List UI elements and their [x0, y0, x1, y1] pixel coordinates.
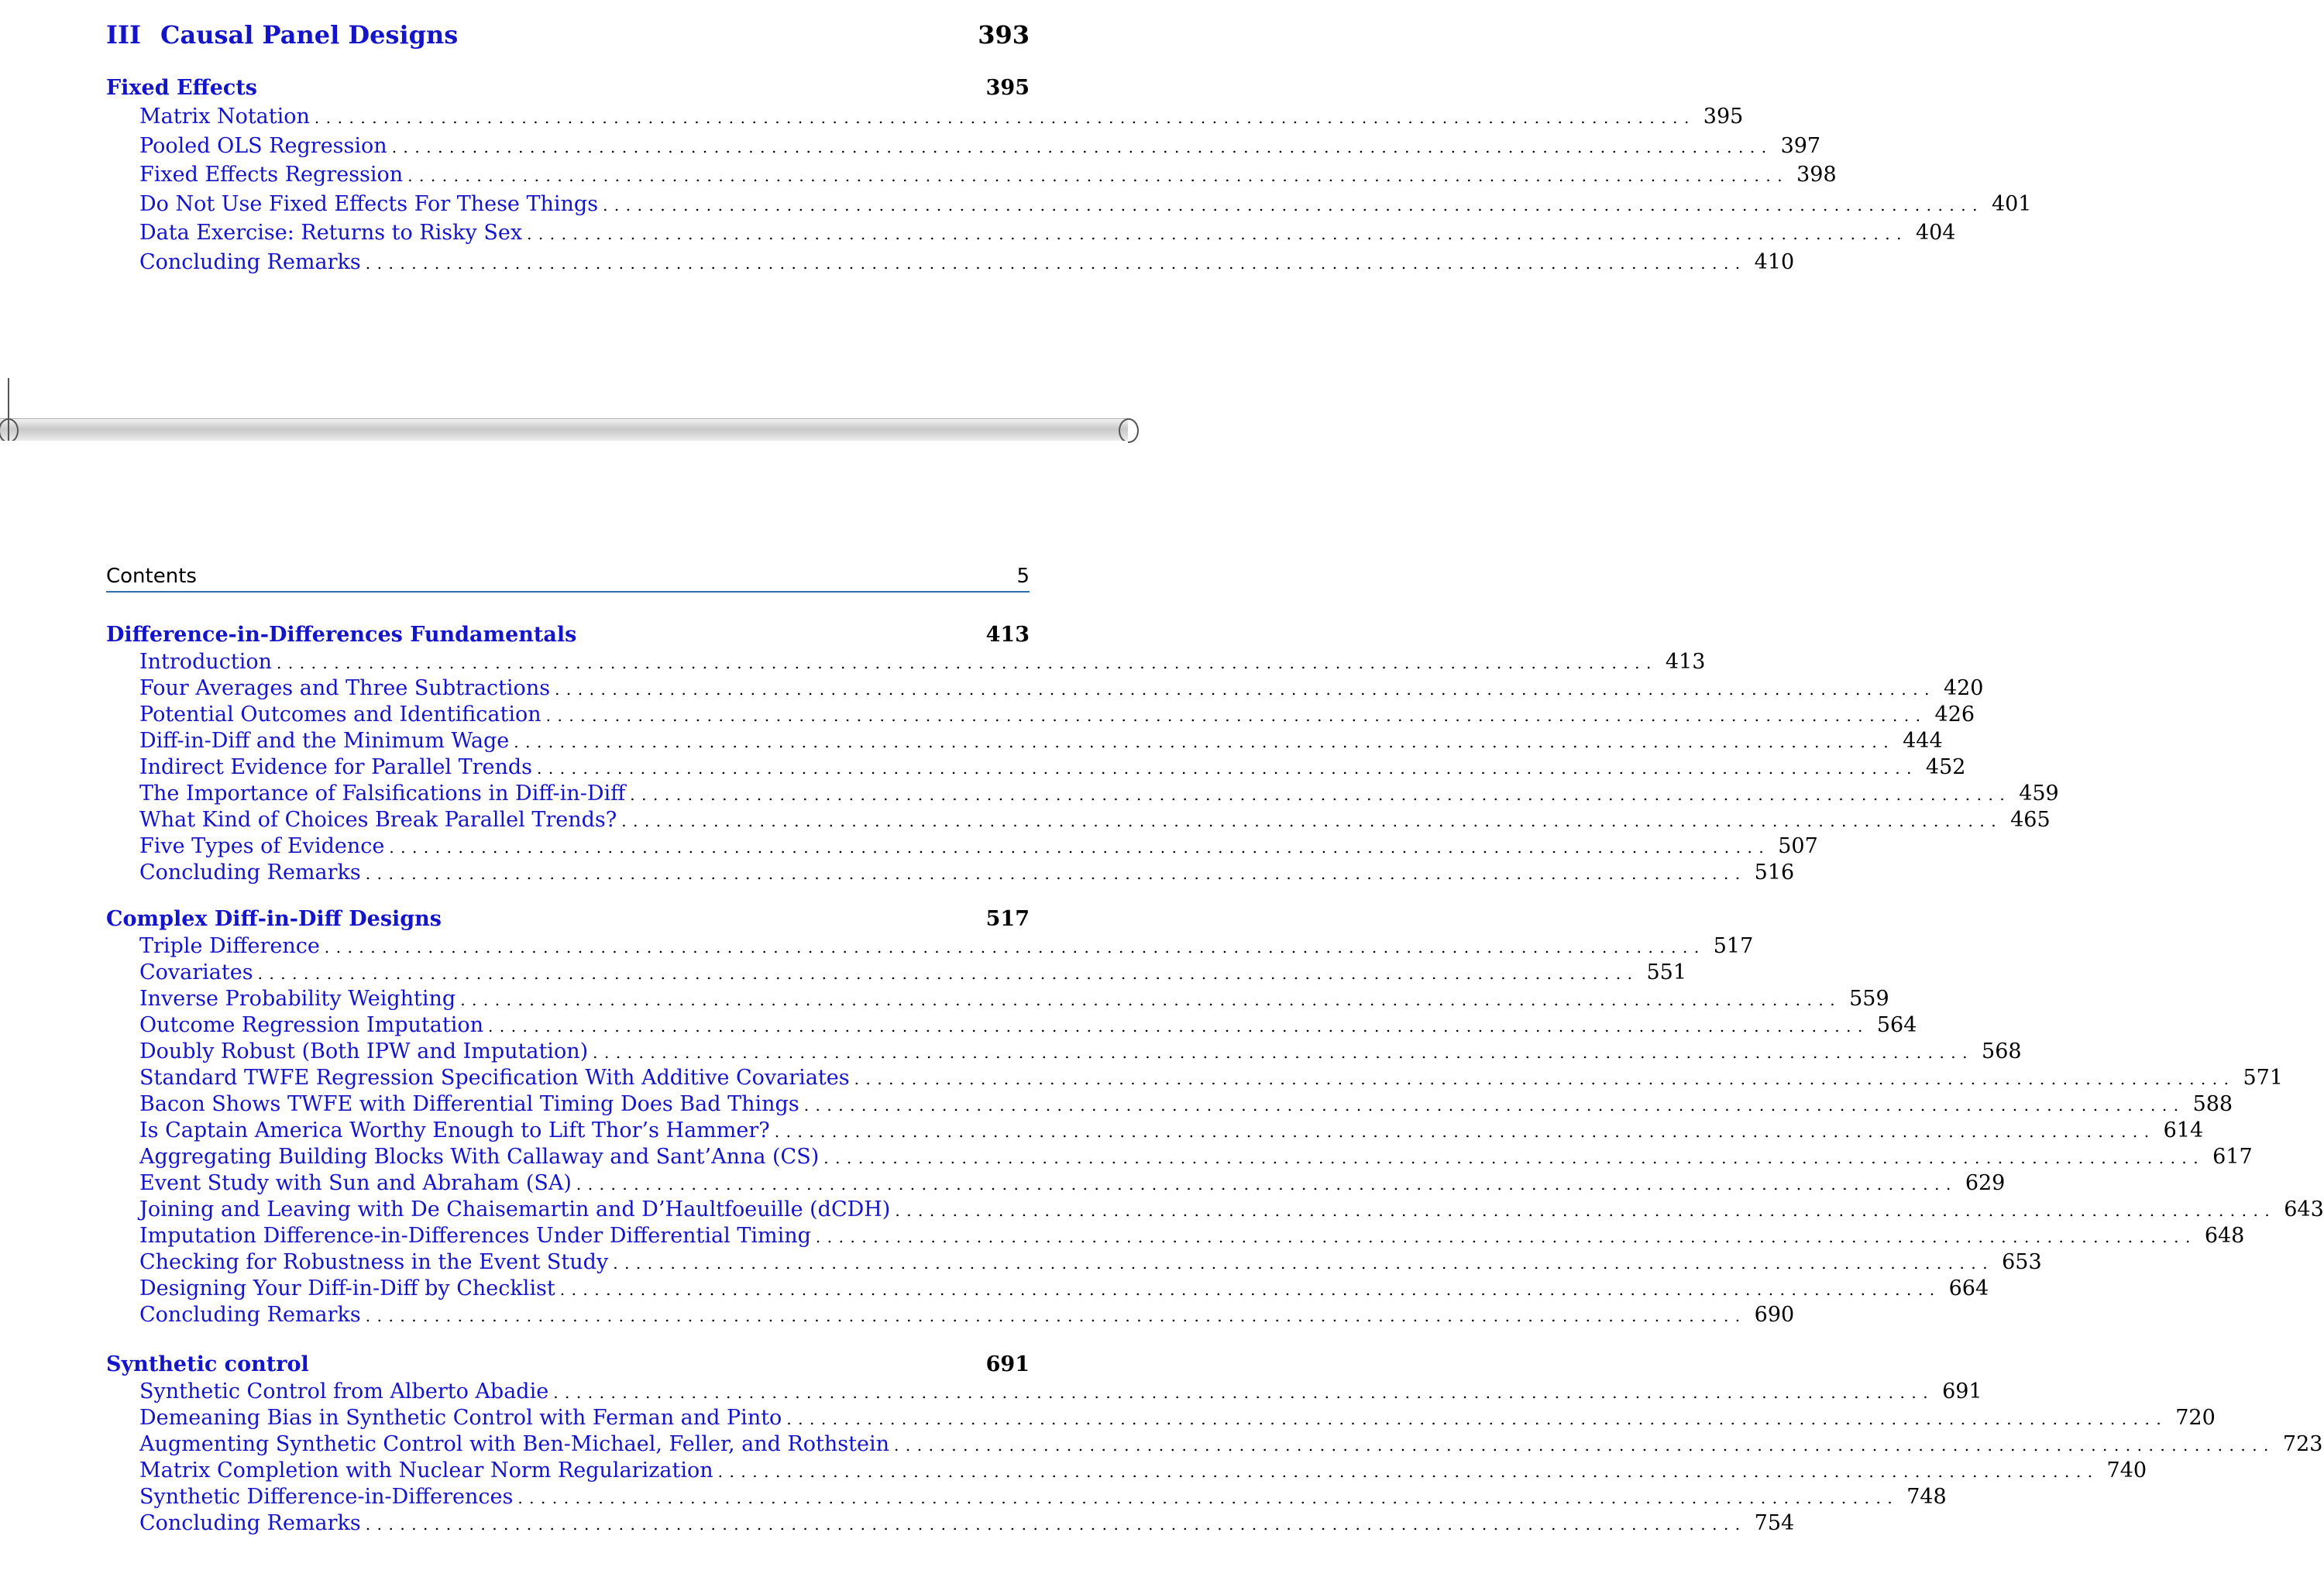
dot-leader: ........................................................................................................................	[559, 1280, 1941, 1299]
section-page-number: 648	[2204, 1224, 2245, 1248]
section-title-link[interactable]: Concluding Remarks	[139, 249, 361, 274]
section-title-link[interactable]: The Importance of Falsifications in Diff-in-Diff	[139, 782, 626, 806]
dot-leader: ........................................................................................................................	[407, 167, 1789, 186]
section-page-number: 614	[2163, 1118, 2204, 1142]
page-separator	[0, 418, 1128, 441]
section-page-number: 516	[1754, 861, 1795, 885]
part-title[interactable]: Causal Panel Designs	[160, 20, 459, 50]
dot-leader: ........................................................................................................................	[576, 1175, 1958, 1194]
dot-leader: ........................................................................................................................	[894, 1436, 2275, 1455]
toc-entry[interactable]	[106, 1249, 2042, 1276]
toc-entry[interactable]	[106, 807, 2051, 833]
running-head	[106, 562, 1030, 593]
section-page-number: 723	[2282, 1432, 2323, 1456]
section-page-number: 397	[1780, 133, 1821, 158]
section-page-number: 559	[1849, 987, 1889, 1011]
toc-chapter	[106, 621, 2059, 886]
section-page-number: 664	[1948, 1276, 1989, 1300]
section-page-number: 748	[1906, 1485, 1947, 1509]
section-page-number: 404	[1915, 221, 1956, 246]
part-page-number: 393	[978, 20, 1030, 50]
dot-leader: ........................................................................................................................	[786, 1410, 2168, 1428]
toc-entry[interactable]	[106, 1379, 1982, 1405]
dot-leader: ........................................................................................................................	[593, 1043, 1975, 1062]
dot-leader: ........................................................................................................................	[895, 1201, 2277, 1220]
toc-entry[interactable]	[106, 675, 1984, 702]
chapter-title-link[interactable]: Fixed Effects	[106, 76, 258, 100]
toc-entry[interactable]	[106, 1170, 2006, 1197]
section-title-link[interactable]: Is Captain America Worthy Enough to Lift Thor’s Hammer?	[139, 1118, 770, 1142]
section-title-link[interactable]: Inverse Probability Weighting	[139, 987, 456, 1011]
section-page-number: 413	[1665, 650, 1706, 674]
section-page-number: 410	[1754, 249, 1795, 274]
toc-entry[interactable]	[106, 160, 1837, 190]
running-head-page: 5	[1016, 565, 1030, 588]
dot-leader: ........................................................................................................................	[823, 1149, 2205, 1167]
dot-leader: ........................................................................................................................	[603, 195, 1984, 215]
toc-entry[interactable]	[106, 190, 2032, 219]
chapter-title-link[interactable]: Difference-in-Differences Fundamentals	[106, 623, 577, 647]
toc-entry[interactable]	[106, 1012, 1917, 1039]
toc-chapter	[106, 905, 2324, 1328]
section-title-link[interactable]: Designing Your Diff-in-Diff by Checklist	[139, 1276, 555, 1300]
section-page-number: 588	[2192, 1092, 2233, 1116]
chapter-page-number: 395	[985, 76, 1030, 100]
toc-entry[interactable]	[106, 1510, 1795, 1537]
dot-leader: ........................................................................................................................	[815, 1228, 2197, 1246]
dot-leader: ........................................................................................................................	[553, 1383, 1935, 1402]
section-title-link[interactable]: Data Exercise: Returns to Risky Sex	[139, 221, 523, 246]
section-page-number: 629	[1965, 1171, 2006, 1195]
chapter-heading[interactable]	[106, 621, 1030, 649]
dot-leader: ........................................................................................................................	[774, 1122, 2156, 1141]
toc-entry[interactable]	[106, 781, 2059, 807]
section-title-link[interactable]: Four Averages and Three Subtractions	[139, 676, 551, 700]
section-title-link[interactable]: Bacon Shows TWFE with Differential Timing Does Bad Things	[139, 1092, 799, 1116]
dot-leader: ........................................................................................................................	[621, 812, 2003, 830]
toc-entry[interactable]	[106, 1118, 2204, 1144]
dot-leader: ........................................................................................................................	[545, 706, 1927, 725]
page-gap-handle-right-icon	[1119, 418, 1139, 443]
toc-entry[interactable]	[106, 132, 1821, 161]
toc-entry[interactable]	[106, 1276, 1989, 1302]
section-title-link[interactable]: Event Study with Sun and Abraham (SA)	[139, 1171, 572, 1195]
toc-entry[interactable]	[106, 102, 1744, 132]
section-title-link[interactable]: Concluding Remarks	[139, 861, 361, 885]
toc-entry[interactable]	[106, 986, 1889, 1012]
toc-entry[interactable]	[106, 218, 1956, 248]
section-page-number: 444	[1903, 729, 1943, 753]
section-title-link[interactable]: Outcome Regression Imputation	[139, 1013, 483, 1037]
dot-leader: ........................................................................................................................	[803, 1096, 2185, 1115]
chapter-page-number: 517	[985, 907, 1030, 931]
section-title-link[interactable]: Augmenting Synthetic Control with Ben-Michael, Feller, and Rothstein	[139, 1432, 890, 1456]
section-title-link[interactable]: Indirect Evidence for Parallel Trends	[139, 755, 533, 779]
toc-chapter	[106, 1351, 2323, 1537]
toc-entry[interactable]	[106, 1458, 2147, 1484]
section-page-number: 452	[1925, 755, 1966, 779]
section-page-number: 426	[1934, 703, 1975, 727]
dot-leader: ........................................................................................................................	[517, 1489, 1899, 1507]
dot-leader: ........................................................................................................................	[365, 253, 1747, 273]
section-title-link[interactable]: Aggregating Building Blocks With Callaway and Sant’Anna (CS)	[139, 1145, 820, 1169]
section-page-number: 551	[1646, 960, 1687, 984]
toc-entry[interactable]	[106, 960, 1687, 986]
dot-leader: ........................................................................................................................	[487, 1017, 1869, 1036]
toc-entry[interactable]	[106, 933, 1754, 960]
section-page-number: 507	[1778, 834, 1818, 858]
toc-entry[interactable]	[106, 1144, 2253, 1170]
section-page-number: 517	[1713, 934, 1754, 958]
toc-entry[interactable]	[106, 728, 1943, 754]
section-page-number: 720	[2175, 1406, 2216, 1430]
section-title-link[interactable]: Fixed Effects Regression	[139, 163, 404, 187]
toc-page-bottom	[0, 441, 2324, 1577]
dot-leader: ........................................................................................................................	[389, 838, 1771, 857]
toc-entry[interactable]	[106, 833, 1818, 860]
dot-leader: ........................................................................................................................	[854, 1070, 2236, 1088]
dot-leader: ........................................................................................................................	[555, 680, 1936, 699]
toc-entry[interactable]	[106, 1065, 2284, 1091]
dot-leader: ........................................................................................................................	[514, 733, 1896, 751]
section-title-link[interactable]: Covariates	[139, 960, 253, 984]
dot-leader: ........................................................................................................................	[324, 938, 1706, 957]
section-page-number: 420	[1943, 676, 1984, 700]
section-title-link[interactable]: Five Types of Evidence	[139, 834, 385, 858]
section-title-link[interactable]: Synthetic Difference-in-Differences	[139, 1485, 514, 1509]
section-page-number: 690	[1754, 1303, 1795, 1327]
section-title-link[interactable]: Matrix Completion with Nuclear Norm Regularization	[139, 1458, 713, 1483]
dot-leader: ........................................................................................................................	[365, 1307, 1747, 1325]
dot-leader: ........................................................................................................................	[391, 137, 1773, 156]
dot-leader: ........................................................................................................................	[460, 991, 1842, 1009]
chapter-heading[interactable]	[106, 905, 1030, 933]
part-heading[interactable]	[106, 14, 1030, 56]
section-page-number: 459	[2019, 782, 2059, 806]
toc-entry[interactable]	[106, 248, 1795, 277]
section-page-number: 398	[1796, 163, 1837, 187]
section-page-number: 465	[2010, 808, 2051, 832]
section-title-link[interactable]: What Kind of Choices Break Parallel Trends?	[139, 808, 617, 832]
dot-leader: ........................................................................................................................	[527, 225, 1908, 244]
dot-leader: ........................................................................................................................	[314, 108, 1696, 127]
section-title-link[interactable]: Diff-in-Diff and the Minimum Wage	[139, 729, 510, 753]
toc-entry[interactable]	[106, 1484, 1947, 1510]
section-title-link[interactable]: Triple Difference	[139, 934, 320, 958]
toc-entry[interactable]	[106, 649, 1706, 675]
toc-entry[interactable]	[106, 1039, 2022, 1065]
section-page-number: 568	[1982, 1039, 2022, 1063]
dot-leader: ........................................................................................................................	[630, 785, 2012, 804]
toc-entry[interactable]	[106, 860, 1795, 886]
section-title-link[interactable]: Doubly Robust (Both IPW and Imputation)	[139, 1039, 589, 1063]
toc-entry[interactable]	[106, 1223, 2245, 1249]
section-title-link[interactable]: Imputation Difference-in-Differences Under Differential Timing	[139, 1224, 811, 1248]
chapter-heading[interactable]	[106, 74, 1030, 102]
toc-page-top	[0, 0, 2032, 418]
toc-entry[interactable]	[106, 702, 1975, 728]
running-head-label: Contents	[106, 565, 197, 588]
section-title-link[interactable]: Checking for Robustness in the Event Study	[139, 1250, 609, 1274]
chapter-page-number: 413	[985, 623, 1030, 647]
section-title-link[interactable]: Pooled OLS Regression	[139, 133, 387, 158]
section-page-number: 740	[2106, 1458, 2147, 1483]
section-title-link[interactable]: Demeaning Bias in Synthetic Control with Ferman and Pinto	[139, 1406, 782, 1430]
section-page-number: 395	[1703, 105, 1744, 129]
section-page-number: 643	[2284, 1197, 2324, 1221]
toc-chapter	[106, 74, 2032, 277]
chapter-title-link[interactable]: Complex Diff-in-Diff Designs	[106, 907, 442, 931]
dot-leader: ........................................................................................................................	[365, 864, 1747, 883]
dot-leader: ........................................................................................................................	[277, 654, 1658, 672]
dot-leader: ........................................................................................................................	[537, 759, 1918, 778]
section-page-number: 564	[1876, 1013, 1917, 1037]
dot-leader: ........................................................................................................................	[717, 1462, 2099, 1481]
dot-leader: ........................................................................................................................	[257, 964, 1639, 983]
section-title-link[interactable]: Standard TWFE Regression Specification With Additive Covariates	[139, 1066, 850, 1090]
chapter-heading[interactable]	[106, 1351, 1030, 1379]
section-title-link[interactable]: Concluding Remarks	[139, 1303, 361, 1327]
dot-leader: ........................................................................................................................	[365, 1515, 1747, 1534]
toc-entry[interactable]	[106, 1405, 2216, 1431]
toc-entry[interactable]	[106, 1091, 2233, 1118]
chapter-title-link[interactable]: Synthetic control	[106, 1352, 309, 1376]
toc-entry[interactable]	[106, 1302, 1795, 1328]
section-page-number: 617	[2212, 1145, 2253, 1169]
toc-entry[interactable]	[106, 1197, 2324, 1223]
section-title-link[interactable]: Introduction	[139, 650, 272, 674]
section-page-number: 754	[1754, 1511, 1795, 1535]
toc-entry[interactable]	[106, 754, 1966, 781]
section-title-link[interactable]: Concluding Remarks	[139, 1511, 361, 1535]
section-title-link[interactable]: Do Not Use Fixed Effects For These Things	[139, 191, 599, 216]
section-title-link[interactable]: Matrix Notation	[139, 105, 310, 129]
section-page-number: 571	[2243, 1066, 2284, 1090]
section-page-number: 691	[1942, 1379, 1982, 1403]
section-title-link[interactable]: Synthetic Control from Alberto Abadie	[139, 1379, 549, 1403]
section-title-link[interactable]: Joining and Leaving with De Chaisemartin and D’Haultfoeuille (dCDH)	[139, 1197, 891, 1221]
section-page-number: 401	[1991, 191, 2032, 216]
toc-entry[interactable]	[106, 1431, 2323, 1458]
part-number: III	[106, 20, 141, 50]
section-title-link[interactable]: Potential Outcomes and Identification	[139, 703, 541, 727]
section-page-number: 653	[2002, 1250, 2042, 1274]
chapter-page-number: 691	[985, 1352, 1030, 1376]
dot-leader: ........................................................................................................................	[613, 1254, 1995, 1273]
